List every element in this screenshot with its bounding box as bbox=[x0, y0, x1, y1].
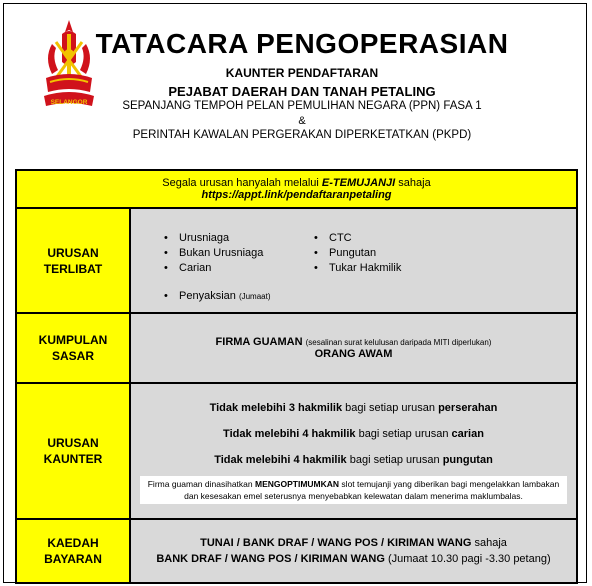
kaedah-bayaran-value: TUNAI / BANK DRAF / WANG POS / KIRIMAN WANG sahaja BANK DRAF / WANG POS / KIRIMAN WANG (Jumaat 10.30 pagi -3.30 petang) bbox=[130, 519, 577, 583]
subtitle-ppn: SEPANJANG TEMPOH PELAN PEMULIHAN NEGARA (PPN) FASA 1 bbox=[122, 100, 482, 112]
list-item: • Urusniaga bbox=[161, 231, 263, 246]
list-item: • Bukan Urusniaga bbox=[161, 246, 263, 261]
list-item: • Penyaksian (Jumaat) bbox=[161, 289, 271, 304]
label-urusan-kaunter: URUSAN KAUNTER bbox=[16, 383, 130, 519]
subtitle-ampersand: & bbox=[298, 115, 306, 127]
urusan-kaunter-value: Tidak melebihi 3 hakmilik bagi setiap urusan perserahan Tidak melebihi 4 hakmilik bagi setiap urusan carian Tidak melebihi 4 hakmilik bagi setiap urusan pungutan Firma guaman dinasihatkan MENGOPTIMUMKAN slot temujanji yang diberikan bagi mengelakkan lambakan dan kesesakan emel seterusnya menyebabkan kelewatan dalam menerima maklumbalas. bbox=[130, 383, 577, 519]
subtitle-office: PEJABAT DAERAH DAN TANAH PETALING bbox=[168, 84, 436, 99]
label-urusan-terlibat: URUSAN TERLIBAT bbox=[16, 208, 130, 313]
appointment-notice: Segala urusan hanyalah melalui E-TEMUJANJI sahaja https://appt.link/pendaftaranpetaling bbox=[16, 170, 577, 208]
appointment-link[interactable]: https://appt.link/pendaftaranpetaling bbox=[201, 189, 392, 201]
selangor-crest-logo bbox=[38, 18, 100, 122]
urusan-list-left bbox=[161, 231, 263, 276]
list-item: • CTC bbox=[311, 231, 401, 246]
label-kaedah-bayaran: KAEDAH BAYARAN bbox=[16, 519, 130, 583]
urusan-list-extra bbox=[161, 289, 271, 304]
urusan-list-right bbox=[311, 231, 401, 276]
page-title: TATACARA PENGOPERASIAN bbox=[95, 28, 509, 59]
list-item: • Carian bbox=[161, 261, 263, 276]
svg-text:SELANGOR: SELANGOR bbox=[50, 99, 88, 106]
list-item: • Pungutan bbox=[311, 246, 401, 261]
urusan-terlibat-list bbox=[130, 208, 577, 313]
list-item: • Tukar Hakmilik bbox=[311, 261, 401, 276]
subtitle-counter: KAUNTER PENDAFTARAN bbox=[225, 66, 379, 80]
subtitle-pkpd: PERINTAH KAWALAN PERGERAKAN DIPERKETATKAN (PKPD) bbox=[132, 129, 472, 141]
firma-advisory-note: Firma guaman dinasihatkan MENGOPTIMUMKAN slot temujanji yang diberikan bagi mengelakkan lambakan dan kesesakan emel seterusnya menyebabkan kelewatan dalam menerima maklumbalas. bbox=[140, 476, 567, 504]
procedure-table bbox=[15, 169, 578, 584]
label-kumpulan-sasar: KUMPULAN SASAR bbox=[16, 313, 130, 383]
kumpulan-sasar-value: FIRMA GUAMAN (sesalinan surat kelulusan daripada MITI diperlukan) ORANG AWAM bbox=[130, 313, 577, 383]
